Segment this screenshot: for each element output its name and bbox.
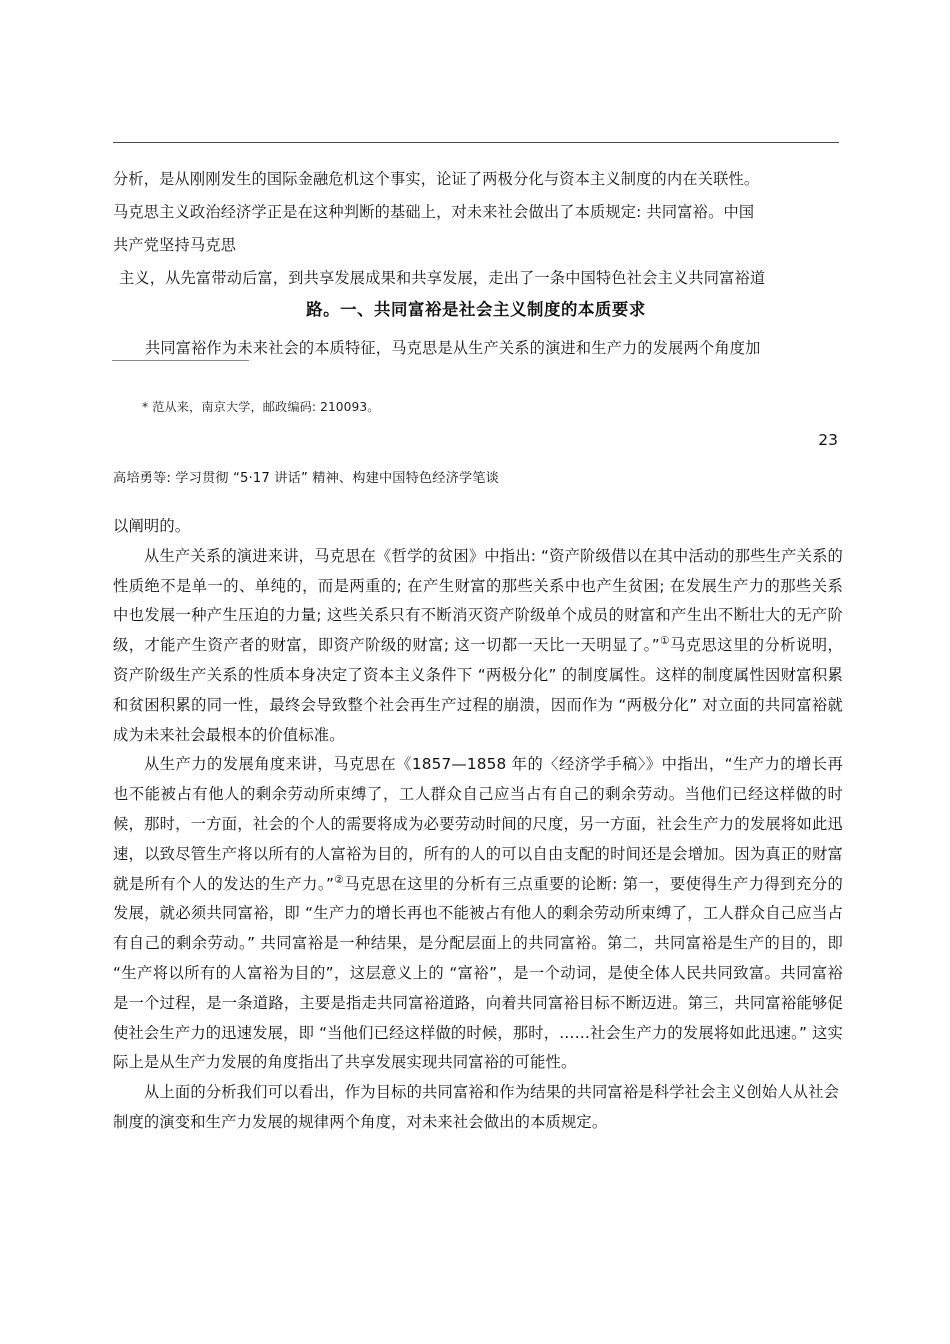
paragraph-text: 以阐明的。 — [113, 517, 191, 535]
running-header: 高培勇等: 学习贯彻 “5·17 讲话” 精神、构建中国特色经济学笔谈 — [113, 471, 499, 486]
paragraph-text: 从上面的分析我们可以看出，作为目标的共同富裕和作为结果的共同富裕是科学社会主义创始人从社会制度的演变和生产力发展的规律两个角度，对未来社会做出的本质规定。 — [113, 1083, 840, 1131]
body-column — [113, 512, 843, 1138]
paragraph-continuation-close — [113, 512, 843, 542]
continuation-line-1: 分析，是从刚刚发生的国际金融危机这个事实，论证了两极分化与资本主义制度的内在关联性。 — [113, 170, 760, 188]
paragraph-conclusion — [113, 1078, 843, 1138]
author-footnote: * 范从来，南京大学，邮政编码: 210093。 — [142, 400, 380, 414]
continuation-line-3: 共产党坚持马克思 — [113, 236, 237, 254]
section-heading: 路。一、共同富裕是社会主义制度的本质要求 — [306, 300, 646, 319]
paragraph-production-relations — [113, 542, 843, 751]
paragraph-text: 从生产关系的演进来讲，马克思在《哲学的贫困》中指出: “资产阶级借以在其中活动的那些生产关系的性质绝不是单一的、单纯的，而是两重的; 在产生财富的那些关系中也产生贫困; 在发展生产力的那些关系中也发展一种产生压迫的力量; 这些关系只有不断消灭资产阶级单个成员的财富和产生出不断壮大的无产阶级，才能产生资产者的财富，即资产阶级的财富; 这一切都一天比一天明显了。” — [113, 546, 843, 655]
paragraph-text-after: 马克思这里的分析说明，资产阶级生产关系的性质本身决定了资本主义条件下 “两极分化” 的制度属性。这样的制度属性因财富积累和贫困积累的同一性，最终会导致整个社会再生产过程的崩溃，因而作为 “两极分化” 对立面的共同富裕就成为未来社会最根本的价值标准。 — [113, 636, 843, 744]
continuation-line-4: 主义，从先富带动后富，到共享发展成果和共享发展，走出了一条中国特色社会主义共同富裕道 — [119, 269, 766, 287]
continuation-line-2: 马克思主义政治经济学正是在这种判断的基础上，对未来社会做出了本质规定: 共同富裕。中国 — [113, 203, 755, 221]
section-lead-paragraph — [113, 333, 839, 363]
footnote-separator-rule — [112, 360, 249, 361]
top-horizontal-rule — [113, 142, 839, 143]
paragraph-text: 从生产力的发展角度来讲，马克思在《1857—1858 年的〈经济学手稿〉》中指出，“生产力的增长再也不能被占有他人的剩余劳动所束缚了，工人群众自己应当占有自己的剩余劳动。当他们已经这样做的时候，那时，一方面，社会的个人的需要将成为必要劳动时间的尺度，另一方面，社会生产力的发展将如此迅速，以致尽管生产将以所有的人富裕为目的，所有的人的可以自由支配的时间还是会增加。因为真正的财富就是所有个人的发达的生产力。” — [113, 755, 843, 893]
section-lead-paragraph-text: 共同富裕作为未来社会的本质特征，马克思是从生产关系的演进和生产力的发展两个角度加 — [145, 339, 761, 357]
footnote-marker-2: ② — [334, 873, 345, 886]
continuation-text-block — [113, 163, 839, 295]
footnote-marker-1: ① — [659, 635, 670, 648]
paragraph-productive-forces — [113, 750, 843, 1078]
page-number: 23 — [818, 431, 838, 449]
paragraph-text-after: 马克思在这里的分析有三点重要的论断: 第一，要使得生产力得到充分的发展，就必须共同富裕，即 “生产力的增长再也不能被占有他人的剩余劳动所束缚了，工人群众自己应当占有自己的剩余劳动。” 共同富裕是一种结果，是分配层面上的共同富裕。第二，共同富裕是生产的目的，即 “生产将以所有的人富裕为目的”，这层意义上的 “富裕”，是一个动词，是使全体人民共同致富。共同富裕是一个过程，是一条道路，主要是指走共同富裕道路，向着共同富裕目标不断迈进。第三，共同富裕能够促使社会生产力的迅速发展，即 “当他们已经这样做的时候，那时，……社会生产力的发展将如此迅速。” 这实际上是从生产力发展的角度指出了共享发展实现共同富裕的可能性。 — [113, 874, 843, 1072]
